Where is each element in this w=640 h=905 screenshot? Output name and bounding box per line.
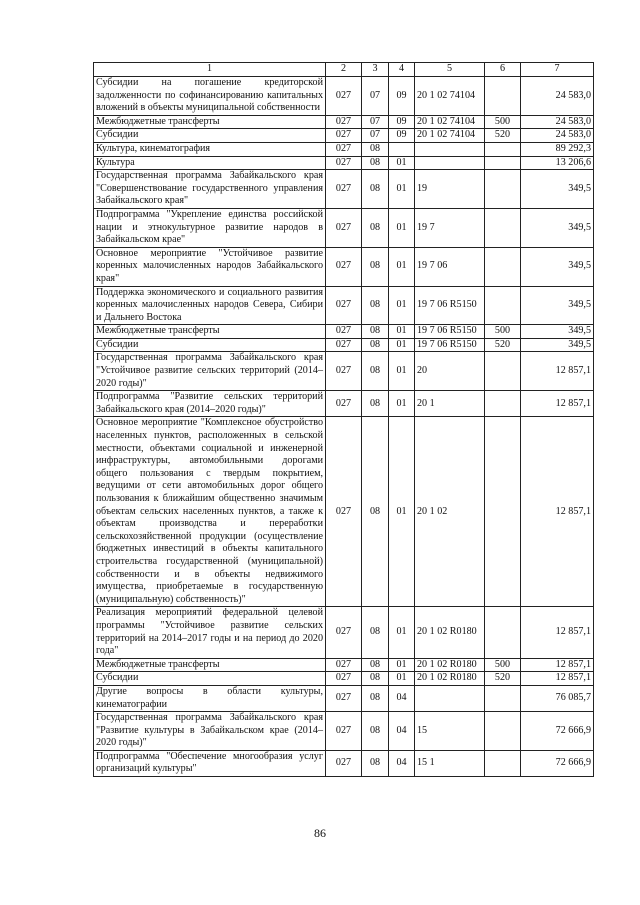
- cell-amount: 12 857,1: [521, 391, 594, 417]
- table-row: [94, 142, 594, 156]
- cell-target-article: [415, 156, 485, 170]
- cell-amount: 72 666,9: [521, 712, 594, 751]
- cell-expense-type: 520: [485, 129, 521, 143]
- cell-expense-type: [485, 77, 521, 116]
- cell-target-article: 20 1 02 74104: [415, 129, 485, 143]
- cell-ministry-code: 027: [326, 156, 362, 170]
- cell-target-article: 19 7 06: [415, 247, 485, 286]
- table-body: [94, 77, 594, 777]
- cell-expense-type: 500: [485, 115, 521, 129]
- cell-expense-type: 500: [485, 325, 521, 339]
- cell-section-code: 08: [362, 208, 389, 247]
- cell-name: Субсидии: [94, 338, 326, 352]
- cell-section-code: 07: [362, 77, 389, 116]
- cell-expense-type: 520: [485, 338, 521, 352]
- cell-expense-type: [485, 607, 521, 658]
- cell-amount: 349,5: [521, 325, 594, 339]
- table-header-row: [94, 63, 594, 77]
- table-row: [94, 286, 594, 325]
- cell-name: Государственная программа Забайкальского края "Совершенствование государственного управления Забайкальского края": [94, 170, 326, 209]
- cell-name: Поддержка экономического и социального развития коренных малочисленных народов Севера, Сибири и Дальнего Востока: [94, 286, 326, 325]
- cell-section-code: 08: [362, 685, 389, 711]
- cell-ministry-code: 027: [326, 417, 362, 607]
- cell-section-code: 08: [362, 325, 389, 339]
- cell-expense-type: [485, 417, 521, 607]
- cell-name: Межбюджетные трансферты: [94, 325, 326, 339]
- cell-amount: 12 857,1: [521, 607, 594, 658]
- cell-amount: 349,5: [521, 286, 594, 325]
- table-row: [94, 658, 594, 672]
- cell-amount: 349,5: [521, 247, 594, 286]
- cell-ministry-code: 027: [326, 607, 362, 658]
- cell-amount: 12 857,1: [521, 352, 594, 391]
- cell-amount: 349,5: [521, 338, 594, 352]
- cell-section-code: 08: [362, 247, 389, 286]
- cell-target-article: 19 7 06 R5150: [415, 286, 485, 325]
- cell-name: Государственная программа Забайкальского края "Устойчивое развитие сельских территорий (2014–2020 годы)": [94, 352, 326, 391]
- cell-ministry-code: 027: [326, 338, 362, 352]
- cell-expense-type: [485, 391, 521, 417]
- page-number: 86: [314, 826, 326, 840]
- table-row: [94, 208, 594, 247]
- column-header: 4: [389, 63, 415, 77]
- cell-amount: 76 085,7: [521, 685, 594, 711]
- cell-ministry-code: 027: [326, 286, 362, 325]
- cell-name: Культура: [94, 156, 326, 170]
- cell-ministry-code: 027: [326, 170, 362, 209]
- cell-target-article: 15: [415, 712, 485, 751]
- cell-expense-type: [485, 286, 521, 325]
- cell-name: Реализация мероприятий федеральной целевой программы "Устойчивое развитие сельских территорий на 2014–2017 годы и на период до 2020 года": [94, 607, 326, 658]
- cell-section-code: 07: [362, 129, 389, 143]
- cell-target-article: 20 1 02 R0180: [415, 607, 485, 658]
- cell-name: Субсидии: [94, 129, 326, 143]
- cell-subsection-code: 09: [389, 115, 415, 129]
- table-row: [94, 750, 594, 776]
- cell-subsection-code: 01: [389, 391, 415, 417]
- cell-expense-type: [485, 750, 521, 776]
- table-row: [94, 247, 594, 286]
- cell-section-code: 08: [362, 142, 389, 156]
- cell-section-code: 07: [362, 115, 389, 129]
- table-row: [94, 156, 594, 170]
- cell-ministry-code: 027: [326, 391, 362, 417]
- cell-ministry-code: 027: [326, 129, 362, 143]
- cell-ministry-code: 027: [326, 672, 362, 686]
- table-row: [94, 77, 594, 116]
- cell-amount: 24 583,0: [521, 77, 594, 116]
- cell-target-article: [415, 685, 485, 711]
- cell-section-code: 08: [362, 417, 389, 607]
- cell-target-article: 19 7 06 R5150: [415, 325, 485, 339]
- cell-target-article: [415, 142, 485, 156]
- cell-amount: 349,5: [521, 208, 594, 247]
- cell-subsection-code: 01: [389, 208, 415, 247]
- column-header: 3: [362, 63, 389, 77]
- cell-expense-type: [485, 170, 521, 209]
- cell-expense-type: 500: [485, 658, 521, 672]
- table-row: [94, 607, 594, 658]
- table-row: [94, 712, 594, 751]
- cell-ministry-code: 027: [326, 750, 362, 776]
- cell-name: Субсидии: [94, 672, 326, 686]
- cell-amount: 13 206,6: [521, 156, 594, 170]
- cell-ministry-code: 027: [326, 658, 362, 672]
- cell-ministry-code: 027: [326, 208, 362, 247]
- cell-subsection-code: 01: [389, 156, 415, 170]
- cell-amount: 12 857,1: [521, 672, 594, 686]
- cell-section-code: 08: [362, 286, 389, 325]
- cell-subsection-code: 01: [389, 170, 415, 209]
- cell-ministry-code: 027: [326, 325, 362, 339]
- cell-name: Основное мероприятие "Устойчивое развитие коренных малочисленных народов Забайкальского края": [94, 247, 326, 286]
- cell-expense-type: [485, 685, 521, 711]
- cell-expense-type: [485, 142, 521, 156]
- cell-subsection-code: 01: [389, 247, 415, 286]
- cell-ministry-code: 027: [326, 712, 362, 751]
- cell-expense-type: 520: [485, 672, 521, 686]
- cell-subsection-code: 01: [389, 338, 415, 352]
- cell-subsection-code: 09: [389, 129, 415, 143]
- table-row: [94, 391, 594, 417]
- cell-target-article: 19 7: [415, 208, 485, 247]
- cell-name: Межбюджетные трансферты: [94, 658, 326, 672]
- cell-name: Основное мероприятие "Комплексное обустройство населенных пунктов, расположенных в сельской местности, объектами социальной и инженерной инфраструктуры, автомобильными дорогами общего пользования с твердым покрытием, ведущими от сети автомобильных дорог общего пользования к ближайшим общественно значимым объектам сельских населенных пунктов, а также к объектам производства и переработки сельскохозяйственной продукции (осуществление бюджетных инвестиций в объекты капитального строительства государственной (муниципальной) собственности и в объекты недвижимого имущества, приобретаемые в государственную (муниципальную) собственность)": [94, 417, 326, 607]
- cell-target-article: 20 1 02 74104: [415, 115, 485, 129]
- cell-ministry-code: 027: [326, 685, 362, 711]
- cell-subsection-code: 01: [389, 658, 415, 672]
- cell-amount: 12 857,1: [521, 417, 594, 607]
- cell-section-code: 08: [362, 338, 389, 352]
- cell-section-code: 08: [362, 672, 389, 686]
- cell-target-article: 19: [415, 170, 485, 209]
- table-row: [94, 417, 594, 607]
- cell-ministry-code: 027: [326, 142, 362, 156]
- column-header: 7: [521, 63, 594, 77]
- cell-name: Субсидии на погашение кредиторской задолженности по софинансированию капитальных вложений в объекты муниципальной собственности: [94, 77, 326, 116]
- table-row: [94, 338, 594, 352]
- cell-subsection-code: 04: [389, 712, 415, 751]
- cell-target-article: 15 1: [415, 750, 485, 776]
- cell-subsection-code: [389, 142, 415, 156]
- cell-target-article: 20: [415, 352, 485, 391]
- cell-name: Подпрограмма "Укрепление единства российской нации и этнокультурное развитие народов в Забайкальском крае": [94, 208, 326, 247]
- cell-amount: 349,5: [521, 170, 594, 209]
- cell-ministry-code: 027: [326, 115, 362, 129]
- cell-subsection-code: 04: [389, 750, 415, 776]
- cell-expense-type: [485, 208, 521, 247]
- cell-section-code: 08: [362, 712, 389, 751]
- cell-expense-type: [485, 247, 521, 286]
- cell-ministry-code: 027: [326, 77, 362, 116]
- cell-expense-type: [485, 352, 521, 391]
- cell-amount: 24 583,0: [521, 129, 594, 143]
- cell-subsection-code: 09: [389, 77, 415, 116]
- cell-target-article: 19 7 06 R5150: [415, 338, 485, 352]
- cell-section-code: 08: [362, 352, 389, 391]
- budget-table: [93, 62, 594, 777]
- cell-target-article: 20 1 02 R0180: [415, 658, 485, 672]
- cell-subsection-code: 01: [389, 607, 415, 658]
- cell-section-code: 08: [362, 156, 389, 170]
- table-row: [94, 352, 594, 391]
- cell-section-code: 08: [362, 607, 389, 658]
- cell-name: Подпрограмма "Развитие сельских территорий Забайкальского края (2014–2020 годы)": [94, 391, 326, 417]
- cell-name: Межбюджетные трансферты: [94, 115, 326, 129]
- cell-section-code: 08: [362, 658, 389, 672]
- cell-expense-type: [485, 712, 521, 751]
- cell-target-article: 20 1 02 74104: [415, 77, 485, 116]
- cell-subsection-code: 01: [389, 286, 415, 325]
- column-header: 1: [94, 63, 326, 77]
- cell-subsection-code: 04: [389, 685, 415, 711]
- cell-section-code: 08: [362, 750, 389, 776]
- cell-subsection-code: 01: [389, 352, 415, 391]
- table-row: [94, 325, 594, 339]
- cell-ministry-code: 027: [326, 352, 362, 391]
- cell-subsection-code: 01: [389, 325, 415, 339]
- cell-name: Культура, кинематография: [94, 142, 326, 156]
- cell-name: Другие вопросы в области культуры, кинематографии: [94, 685, 326, 711]
- column-header: 5: [415, 63, 485, 77]
- cell-amount: 12 857,1: [521, 658, 594, 672]
- cell-target-article: 20 1 02: [415, 417, 485, 607]
- cell-name: Государственная программа Забайкальского края "Развитие культуры в Забайкальском крае (2014–2020 годы)": [94, 712, 326, 751]
- cell-section-code: 08: [362, 391, 389, 417]
- table-row: [94, 170, 594, 209]
- cell-section-code: 08: [362, 170, 389, 209]
- cell-amount: 24 583,0: [521, 115, 594, 129]
- cell-amount: 72 666,9: [521, 750, 594, 776]
- cell-expense-type: [485, 156, 521, 170]
- cell-ministry-code: 027: [326, 247, 362, 286]
- cell-name: Подпрограмма "Обеспечение многообразия услуг организаций культуры": [94, 750, 326, 776]
- column-header: 6: [485, 63, 521, 77]
- table-row: [94, 672, 594, 686]
- cell-subsection-code: 01: [389, 672, 415, 686]
- table-row: [94, 115, 594, 129]
- table-row: [94, 129, 594, 143]
- column-header: 2: [326, 63, 362, 77]
- cell-amount: 89 292,3: [521, 142, 594, 156]
- cell-subsection-code: 01: [389, 417, 415, 607]
- cell-target-article: 20 1: [415, 391, 485, 417]
- table-row: [94, 685, 594, 711]
- cell-target-article: 20 1 02 R0180: [415, 672, 485, 686]
